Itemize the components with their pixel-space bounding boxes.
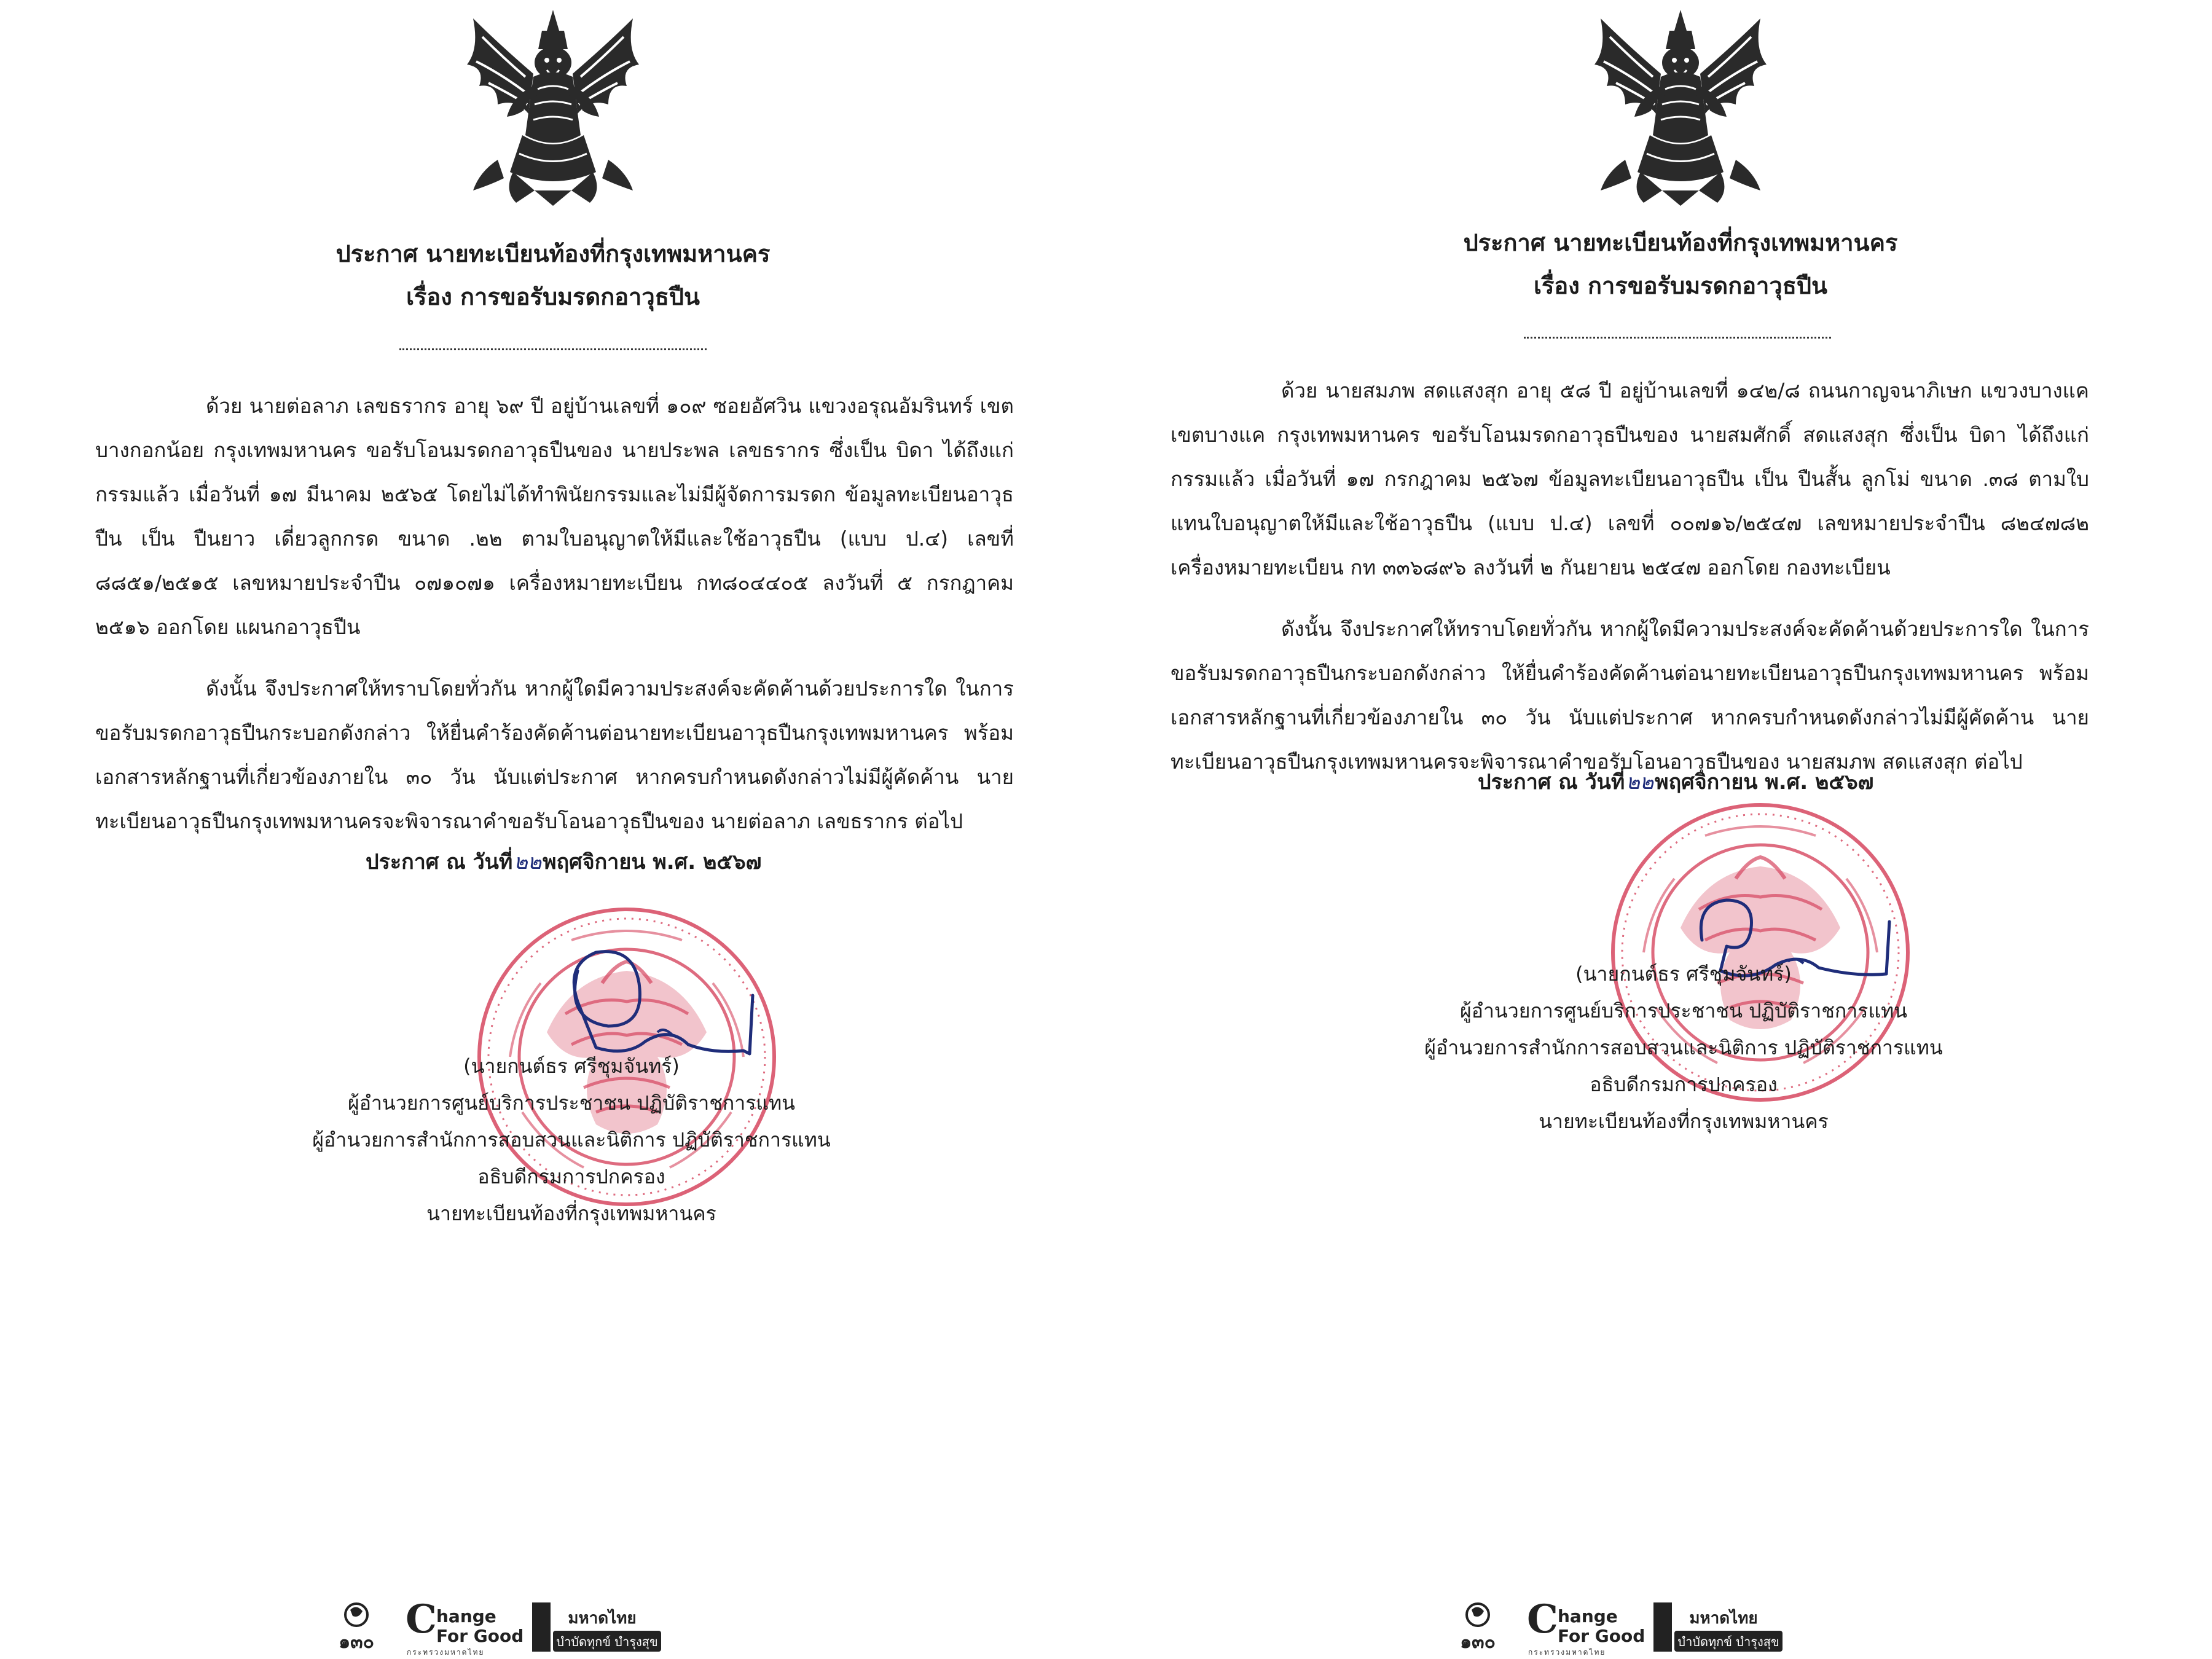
- for-good-text: For Good: [436, 1626, 524, 1646]
- svg-text:มหาดไทย: มหาดไทย: [1689, 1609, 1758, 1628]
- svg-text:บำบัดทุกข์ บำรุงสุข: บำบัดทุกข์ บำรุงสุข: [556, 1634, 658, 1649]
- handwritten-signature: [541, 922, 799, 1069]
- svg-text:บำบัดทุกข์ บำรุงสุข: บำบัดทุกข์ บำรุงสุข: [1677, 1634, 1779, 1649]
- anniversary-130-logo: [332, 1598, 381, 1659]
- heading-title: ประกาศ นายทะเบียนท้องที่กรุงเทพมหานคร: [335, 240, 771, 267]
- signatory-position-1: ผู้อำนวยการศูนย์บริการประชาชน ปฏิบัติราชการแทน: [347, 1091, 796, 1115]
- ministry-text: กระทรวงมหาดไทย: [407, 1648, 485, 1657]
- heading-title: ประกาศ นายทะเบียนท้องที่กรุงเทพมหานคร: [1463, 229, 1898, 256]
- announcement-body: [95, 384, 1014, 861]
- signatory-position-1: ผู้อำนวยการศูนย์บริการประชาชน ปฏิบัติราชการแทน: [1459, 999, 1908, 1022]
- announcement-body: [1171, 369, 2089, 801]
- change-for-good-logo: [406, 1598, 528, 1659]
- date-prefix: ประกาศ ณ วันที่: [1478, 770, 1625, 794]
- change-text: hange: [436, 1606, 496, 1626]
- dotted-divider: [399, 348, 707, 350]
- signatory-block: [233, 1048, 909, 1232]
- svg-text:๑๓๐: ๑๓๐: [339, 1631, 374, 1653]
- garuda-emblem-icon: [1582, 6, 1779, 209]
- paragraph-request: ด้วย นายสมภพ สดแสงสุก อายุ ๕๘ ปี อยู่บ้านเลขที่ ๑๔๒/๘ ถนนกาญจนาภิเษก แขวงบางแค เขตบางแค กรุงเทพมหานคร ขอรับโอนมรดกอาวุธปืนของ นายสมศักดิ์ สดแสงสุก ซึ่งเป็น บิดา ได้ถึงแก่กรรมแล้ว เมื่อวันที่ ๑๗ กรกฎาคม ๒๕๖๗ ข้อมูลทะเบียนอาวุธปืน เป็น ปืนสั้น ลูกโม่ ขนาด .๓๘ ตามใบแทนใบอนุญาตให้มีและใช้อาวุธปืน (แบบ ป.๔) เลขที่ ๐๐๗๑๖/๒๕๔๗ เลขหมายประจำปืน ๘๒๔๗๘๒ เครื่องหมายทะเบียน กท ๓๓๖๘๙๖ ลงวันที่ ๒ กันยายน ๒๕๔๗ ออกโดย กองทะเบียน: [1171, 378, 2089, 579]
- signatory-position-4: นายทะเบียนท้องที่กรุงเทพมหานคร: [426, 1202, 716, 1225]
- for-good-text: For Good: [1558, 1626, 1645, 1646]
- date-prefix: ประกาศ ณ วันที่: [366, 850, 513, 874]
- ministry-banner-logo: [1650, 1598, 1785, 1659]
- announcement-date: [1478, 765, 1873, 798]
- announcement-page-right: [1106, 0, 2212, 1659]
- change-letter: C: [406, 1596, 437, 1642]
- signatory-position-2: ผู้อำนวยการสำนักการสอบสวนและนิติการ ปฏิบัติราชการแทน: [312, 1128, 831, 1151]
- announcement-heading: [246, 232, 860, 318]
- paragraph-objection: ดังนั้น จึงประกาศให้ทราบโดยทั่วกัน หากผู้ใดมีความประสงค์จะคัดค้านด้วยประการใด ในการขอรับมรดกอาวุธปืนกระบอกดังกล่าว ให้ยื่นคำร้องคัดค้านต่อนายทะเบียนอาวุธปืนกรุงเทพมหานคร พร้อมเอกสารหลักฐานที่เกี่ยวข้องภายใน ๓๐ วัน นับแต่ประกาศ หากครบกำหนดดังกล่าวไม่มีผู้คัดค้าน นายทะเบียนอาวุธปืนกรุงเทพมหานครจะพิจารณาคำขอรับโอนอาวุธปืนของ นายสมภพ สดแสงสุก ต่อไป: [1171, 617, 2089, 774]
- change-text: hange: [1558, 1606, 1618, 1626]
- date-suffix: พฤศจิกายน พ.ศ. ๒๕๖๗: [543, 850, 762, 874]
- paragraph-objection: ดังนั้น จึงประกาศให้ทราบโดยทั่วกัน หากผู้ใดมีความประสงค์จะคัดค้านด้วยประการใด ในการขอรับมรดกอาวุธปืนกระบอกดังกล่าว ให้ยื่นคำร้องคัดค้านต่อนายทะเบียนอาวุธปืนกรุงเทพมหานคร พร้อมเอกสารหลักฐานที่เกี่ยวข้องภายใน ๓๐ วัน นับแต่ประกาศ หากครบกำหนดดังกล่าวไม่มีผู้คัดค้าน นายทะเบียนอาวุธปืนกรุงเทพมหานครจะพิจารณาคำขอรับโอนอาวุธปืนของ นายต่อลาภ เลขธรากร ต่อไป: [95, 677, 1014, 833]
- ministry-banner-logo: [528, 1598, 664, 1659]
- heading-subject: เรื่อง การขอรับมรดกอาวุธปืน: [406, 283, 700, 310]
- svg-text:มหาดไทย: มหาดไทย: [568, 1609, 637, 1628]
- date-suffix: พฤศจิกายน พ.ศ. ๒๕๖๗: [1655, 770, 1874, 794]
- signatory-name: (นายกนต์ธร ศรีชุมจันทร์): [1575, 962, 1792, 986]
- signatory-position-4: นายทะเบียนท้องที่กรุงเทพมหานคร: [1539, 1110, 1829, 1133]
- signatory-position-2: ผู้อำนวยการสำนักการสอบสวนและนิติการ ปฏิบัติราชการแทน: [1424, 1036, 1943, 1059]
- garuda-emblem-icon: [455, 6, 651, 209]
- signatory-block: [1346, 955, 2022, 1140]
- signatory-position-3: อธิบดีกรมการปกครอง: [1590, 1073, 1778, 1096]
- anniversary-130-logo: [1453, 1598, 1502, 1659]
- announcement-heading: [1373, 221, 1988, 307]
- date-day-handwritten: ๒๒: [1626, 770, 1654, 794]
- change-for-good-logo: [1527, 1598, 1650, 1659]
- change-letter: C: [1527, 1596, 1558, 1642]
- date-day-handwritten: ๒๒: [514, 850, 542, 874]
- svg-text:๑๓๐: ๑๓๐: [1460, 1631, 1496, 1653]
- signatory-position-3: อธิบดีกรมการปกครอง: [477, 1165, 665, 1188]
- announcement-date: [366, 845, 761, 878]
- ministry-text: กระทรวงมหาดไทย: [1528, 1648, 1606, 1657]
- dotted-divider: [1524, 337, 1831, 339]
- heading-subject: เรื่อง การขอรับมรดกอาวุธปืน: [1533, 272, 1828, 299]
- signatory-name: (นายกนต์ธร ศรีชุมจันทร์): [463, 1054, 680, 1078]
- paragraph-request: ด้วย นายต่อลาภ เลขธรากร อายุ ๖๙ ปี อยู่บ้านเลขที่ ๑๐๙ ซอยอัศวิน แขวงอรุณอัมรินทร์ เขตบางกอกน้อย กรุงเทพมหานคร ขอรับโอนมรดกอาวุธปืนของ นายประพล เลขธรากร ซึ่งเป็น บิดา ได้ถึงแก่กรรมแล้ว เมื่อวันที่ ๑๗ มีนาคม ๒๕๖๕ โดยไม่ได้ทำพินัยกรรมและไม่มีผู้จัดการมรดก ข้อมูลทะเบียนอาวุธปืน เป็น ปืนยาว เดี่ยวลูกกรด ขนาด .๒๒ ตามใบอนุญาตให้มีและใช้อาวุธปืน (แบบ ป.๔) เลขที่ ๘๘๕๑/๒๕๑๕ เลขหมายประจำปืน ๐๗๑๐๗๑ เครื่องหมายทะเบียน กท๘๐๔๔๐๕ ลงวันที่ ๕ กรกฎาคม ๒๕๑๖ ออกโดย แผนกอาวุธปืน: [95, 394, 1014, 639]
